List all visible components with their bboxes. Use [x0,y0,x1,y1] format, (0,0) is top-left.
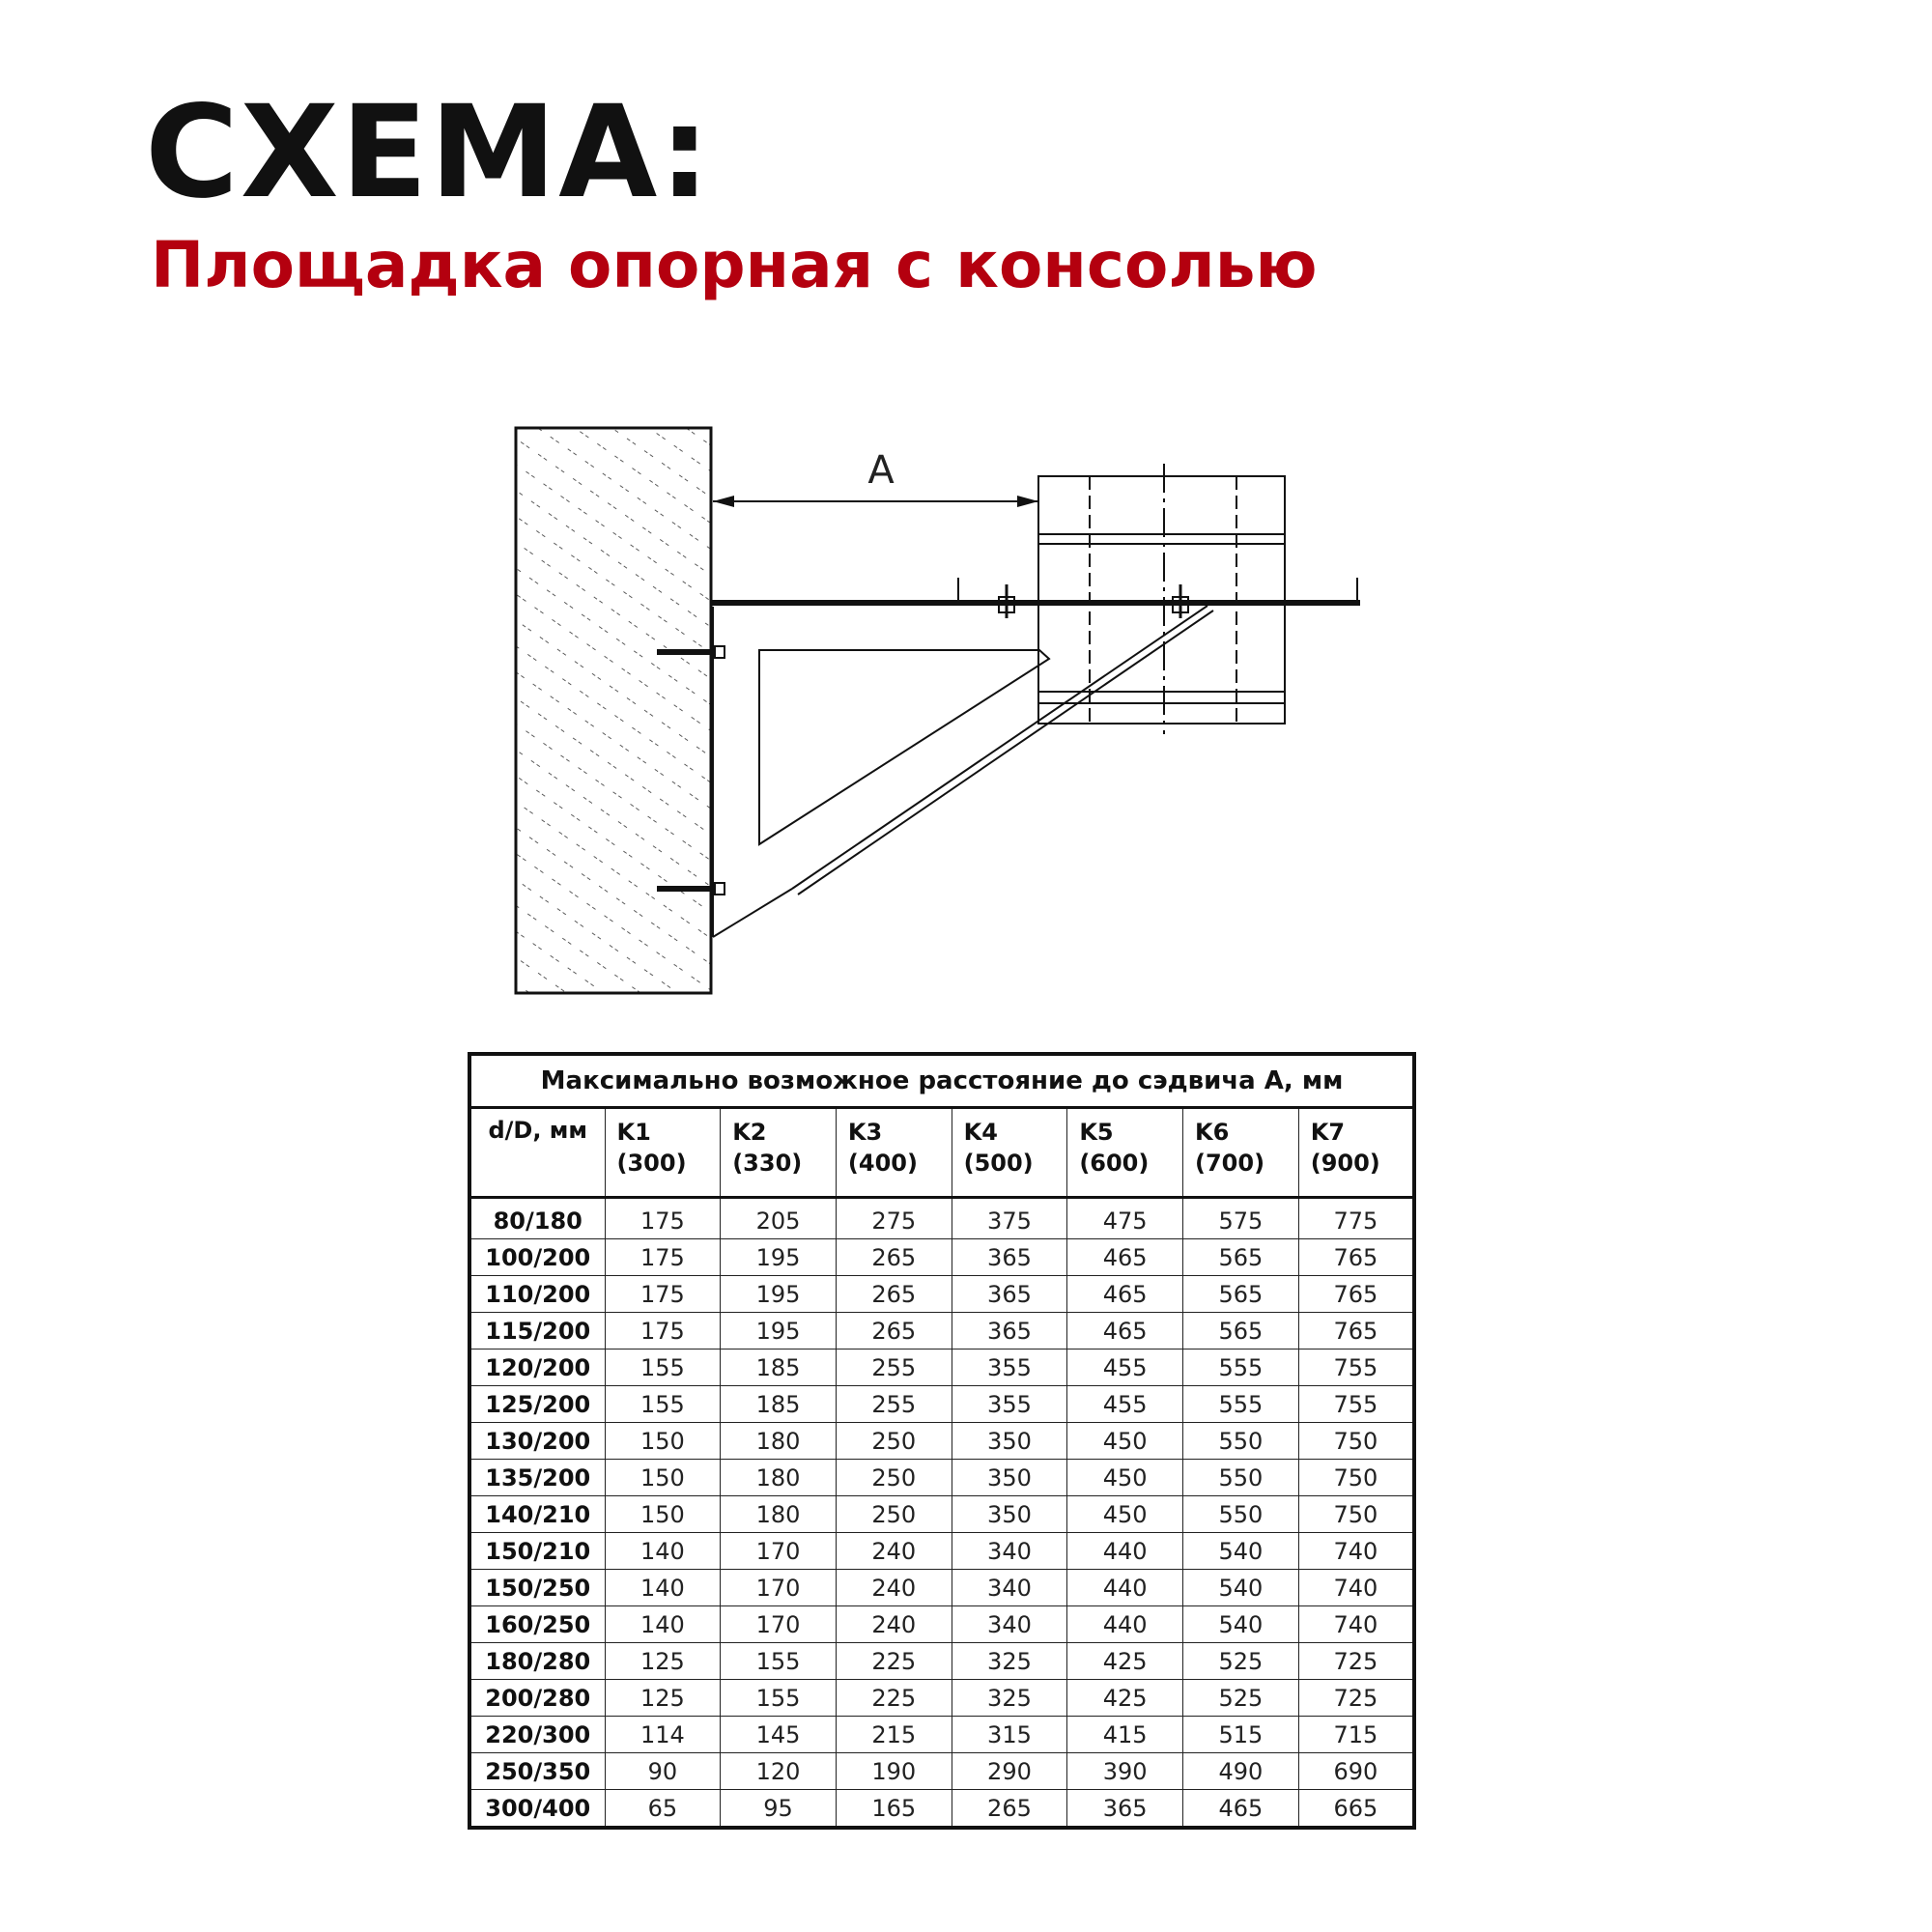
table-cell: 265 [836,1276,952,1313]
table-row [469,1606,1414,1643]
table-cell: 555 [1183,1386,1299,1423]
table-row [469,1198,1414,1239]
row-label: 150/210 [469,1533,605,1570]
table-cell: 65 [605,1790,721,1829]
table-cell: 550 [1183,1423,1299,1460]
table-cell: 155 [605,1386,721,1423]
table-cell: 185 [721,1386,837,1423]
table-cell: 750 [1298,1496,1414,1533]
table-cell: 490 [1183,1753,1299,1790]
table-cell: 450 [1067,1496,1183,1533]
table-cell: 565 [1183,1276,1299,1313]
row-label: 100/200 [469,1239,605,1276]
table-cell: 555 [1183,1350,1299,1386]
table-row [469,1460,1414,1496]
column-name: K4 [963,1119,998,1146]
column-header [605,1108,721,1198]
column-header [721,1108,837,1198]
table-cell: 175 [605,1239,721,1276]
table-cell: 195 [721,1276,837,1313]
table-cell: 765 [1298,1276,1414,1313]
row-label: 120/200 [469,1350,605,1386]
table-cell: 750 [1298,1460,1414,1496]
table-cell: 255 [836,1386,952,1423]
column-header [1067,1108,1183,1198]
table-cell: 215 [836,1717,952,1753]
table-cell: 150 [605,1496,721,1533]
table-row [469,1753,1414,1790]
table-cell: 114 [605,1717,721,1753]
table-cell: 95 [721,1790,837,1829]
table-cell: 150 [605,1460,721,1496]
column-name: K2 [732,1119,767,1146]
row-label: 110/200 [469,1276,605,1313]
page-subtitle: Площадка опорная с консолью [151,228,1318,302]
column-name: K3 [847,1119,883,1146]
table-row [469,1717,1414,1753]
table-cell: 195 [721,1239,837,1276]
table-row [469,1239,1414,1276]
table-row [469,1496,1414,1533]
table-caption: Максимально возможное расстояние до сэдвича А, мм [469,1054,1414,1108]
table-cell: 325 [952,1680,1067,1717]
table-cell: 190 [836,1753,952,1790]
table-cell: 455 [1067,1350,1183,1386]
table-cell: 465 [1067,1239,1183,1276]
table-cell: 740 [1298,1570,1414,1606]
table-cell: 750 [1298,1423,1414,1460]
table-cell: 690 [1298,1753,1414,1790]
table-cell: 175 [605,1313,721,1350]
page-title: СХЕМА: [145,78,713,227]
table-cell: 565 [1183,1239,1299,1276]
table-cell: 180 [721,1496,837,1533]
table-cell: 425 [1067,1680,1183,1717]
table-cell: 765 [1298,1239,1414,1276]
table-cell: 225 [836,1680,952,1717]
table-cell: 365 [952,1239,1067,1276]
table-cell: 250 [836,1460,952,1496]
table-cell: 540 [1183,1570,1299,1606]
table-cell: 340 [952,1606,1067,1643]
table-cell: 140 [605,1570,721,1606]
table-row [469,1313,1414,1350]
table-cell: 390 [1067,1753,1183,1790]
table-cell: 155 [721,1643,837,1680]
table-cell: 725 [1298,1680,1414,1717]
table-cell: 475 [1067,1198,1183,1239]
table-cell: 755 [1298,1386,1414,1423]
column-sub: (900) [1310,1150,1380,1178]
column-sub: (300) [616,1150,687,1178]
table-cell: 205 [721,1198,837,1239]
row-label: 220/300 [469,1717,605,1753]
chimney-pipe [1038,464,1285,734]
table-cell: 740 [1298,1533,1414,1570]
row-label: 160/250 [469,1606,605,1643]
console-bracket [657,578,1360,937]
table-cell: 180 [721,1460,837,1496]
table-cell: 765 [1298,1313,1414,1350]
table-cell: 365 [952,1313,1067,1350]
table-cell: 465 [1067,1313,1183,1350]
table-cell: 170 [721,1533,837,1570]
table-cell: 125 [605,1680,721,1717]
column-header [1183,1108,1299,1198]
table-cell: 415 [1067,1717,1183,1753]
bracket-diagram [502,415,1372,995]
column-name: K1 [616,1119,651,1146]
table-cell: 175 [605,1276,721,1313]
table-cell: 515 [1183,1717,1299,1753]
table-cell: 715 [1298,1717,1414,1753]
table-cell: 165 [836,1790,952,1829]
table-cell: 340 [952,1533,1067,1570]
table-cell: 365 [952,1276,1067,1313]
table-cell: 195 [721,1313,837,1350]
table-row [469,1790,1414,1829]
dimension-a-label: A [867,448,895,493]
table-row [469,1533,1414,1570]
table-cell: 140 [605,1606,721,1643]
table-cell: 145 [721,1717,837,1753]
row-label: 250/350 [469,1753,605,1790]
table-cell: 665 [1298,1790,1414,1829]
table-cell: 185 [721,1350,837,1386]
table-cell: 90 [605,1753,721,1790]
table-cell: 340 [952,1570,1067,1606]
table-cell: 450 [1067,1423,1183,1460]
row-label: 150/250 [469,1570,605,1606]
column-name: K7 [1310,1119,1346,1146]
table-row [469,1423,1414,1460]
table-cell: 565 [1183,1313,1299,1350]
table-row [469,1276,1414,1313]
row-label: 300/400 [469,1790,605,1829]
table-cell: 240 [836,1606,952,1643]
table-cell: 755 [1298,1350,1414,1386]
table-cell: 250 [836,1496,952,1533]
table-cell: 350 [952,1460,1067,1496]
table-row [469,1643,1414,1680]
table-cell: 550 [1183,1496,1299,1533]
table-cell: 775 [1298,1198,1414,1239]
table-cell: 375 [952,1198,1067,1239]
table-cell: 540 [1183,1533,1299,1570]
table-cell: 170 [721,1606,837,1643]
table-cell: 120 [721,1753,837,1790]
table-cell: 155 [605,1350,721,1386]
row-label: 130/200 [469,1423,605,1460]
table-row [469,1570,1414,1606]
table-cell: 265 [836,1313,952,1350]
table-cell: 425 [1067,1643,1183,1680]
table-cell: 225 [836,1643,952,1680]
table-cell: 465 [1067,1276,1183,1313]
row-label: 125/200 [469,1386,605,1423]
distance-table [468,1052,1416,1830]
wall [516,428,711,993]
table-cell: 355 [952,1386,1067,1423]
table-row [469,1350,1414,1386]
table-cell: 465 [1183,1790,1299,1829]
column-sub: (400) [847,1150,918,1178]
table-cell: 440 [1067,1606,1183,1643]
table-cell: 240 [836,1533,952,1570]
row-label: 80/180 [469,1198,605,1239]
table-cell: 350 [952,1423,1067,1460]
column-sub: (500) [963,1150,1034,1178]
table-cell: 250 [836,1423,952,1460]
row-header: d/D, мм [469,1108,605,1198]
table-cell: 455 [1067,1386,1183,1423]
row-label: 200/280 [469,1680,605,1717]
table-cell: 180 [721,1423,837,1460]
table-cell: 355 [952,1350,1067,1386]
table-row [469,1680,1414,1717]
column-sub: (330) [732,1150,803,1178]
table-cell: 275 [836,1198,952,1239]
table-cell: 240 [836,1570,952,1606]
table-cell: 575 [1183,1198,1299,1239]
table-cell: 550 [1183,1460,1299,1496]
column-sub: (700) [1195,1150,1265,1178]
table-cell: 525 [1183,1680,1299,1717]
table-cell: 175 [605,1198,721,1239]
table-cell: 265 [952,1790,1067,1829]
table-cell: 725 [1298,1643,1414,1680]
table-cell: 540 [1183,1606,1299,1643]
table-cell: 450 [1067,1460,1183,1496]
table-cell: 265 [836,1239,952,1276]
table-row [469,1386,1414,1423]
row-label: 180/280 [469,1643,605,1680]
table-cell: 325 [952,1643,1067,1680]
table-cell: 155 [721,1680,837,1717]
column-header [952,1108,1067,1198]
column-sub: (600) [1079,1150,1150,1178]
table-cell: 315 [952,1717,1067,1753]
table-cell: 440 [1067,1570,1183,1606]
column-header [1298,1108,1414,1198]
row-label: 140/210 [469,1496,605,1533]
table-cell: 740 [1298,1606,1414,1643]
table-cell: 140 [605,1533,721,1570]
table-cell: 525 [1183,1643,1299,1680]
column-name: K6 [1195,1119,1230,1146]
dimension-a [713,448,1038,507]
table-cell: 365 [1067,1790,1183,1829]
table-cell: 440 [1067,1533,1183,1570]
row-label: 115/200 [469,1313,605,1350]
table-cell: 150 [605,1423,721,1460]
column-header [836,1108,952,1198]
column-name: K5 [1079,1119,1114,1146]
table-cell: 170 [721,1570,837,1606]
table-cell: 350 [952,1496,1067,1533]
table-cell: 125 [605,1643,721,1680]
row-label: 135/200 [469,1460,605,1496]
table-cell: 290 [952,1753,1067,1790]
table-cell: 255 [836,1350,952,1386]
